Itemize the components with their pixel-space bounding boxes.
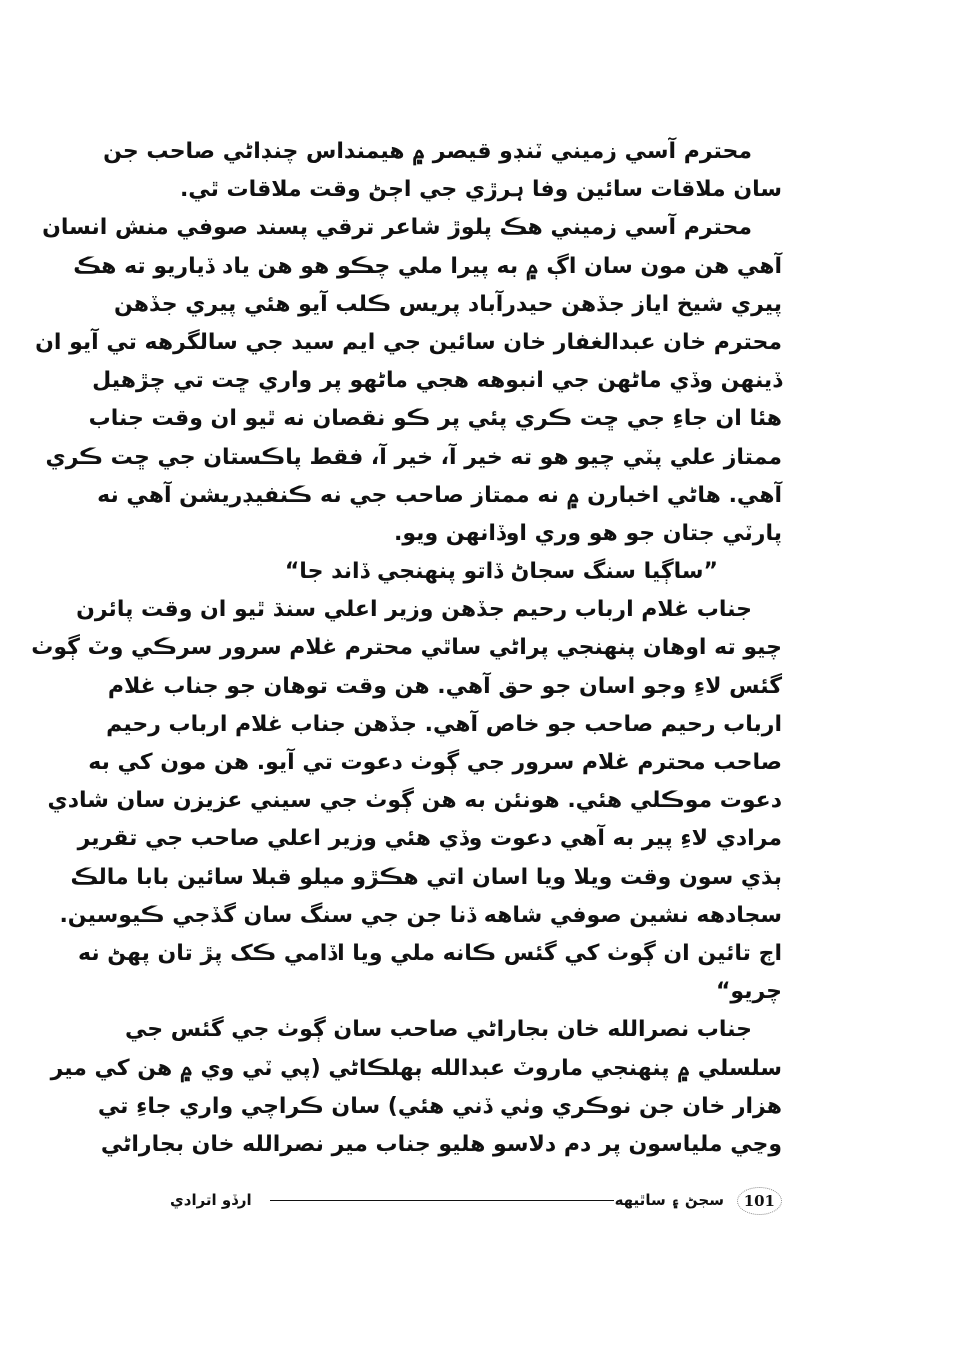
text-line: ڏينهن وڏي ماڻهن جي انبوهه هجي ماڻهو پر واري ڇت تي چڙهيل [92, 368, 782, 394]
text-line: پيري شيخ اياز جڏهن حيدرآباد پريس ڪلب آيو هئي پيري جڏهن [113, 291, 782, 317]
text-line: پارٽي جتان جو هو وري اوڏانهن ويو. [394, 520, 782, 546]
text-line: گئس لاءِ وجو اسان جو حق آهي. هن وقت توهان جو جناب غلام [107, 673, 782, 699]
body-text [31, 133, 782, 1164]
text-line: جناب نصرالله خان بجاراڻي صاحب سان ڳوٺ جي گئس جي [124, 1017, 752, 1043]
text-line: سان ملاقات سائين وفا ہرڙي جي اڄڻ وقت ملاقات ٿي. [179, 177, 782, 203]
text-line: دعوت موڪلي هئي. هونئن به هن ڳوٺ جي سيني عزيزن سان شادي [47, 788, 782, 814]
text-line: محترم خان عبدالغفار خان سائين جي ايم سيد جي سالگرهه تي آيو ان [35, 329, 782, 355]
text-line: وڃي ملياسون پر دم دلاسو هليو جناب مير نصرالله خان بجاراڻي [100, 1131, 782, 1157]
text-line: محترم آسي زميني هڪ پلوڙ شاعر ترقي پسند صوفي منش انسان [42, 215, 752, 241]
paragraph [103, 133, 782, 209]
text-line: سلسلي ۾ پنهنجي ماروٽ عبدالله ٻهلڪاڻي (پي ٽي وي ۾ هن کي مير [50, 1055, 782, 1081]
text-line: ٻڌي سون وقت ويلا ويا اسان اتي هڪڙو ميلو قبلا سائين بابا مالڪ [70, 864, 782, 890]
text-line: سجادهه نشين صوفي شاهه ڏنا جن جي سنگ سان گڏجي ڪيوسين. [59, 902, 782, 928]
text-line: چريو“ [715, 979, 782, 1005]
text-line: ”ساڳيا سنگ سجاڻ ڏاتو پنهنجي ڏاند جا“ [284, 559, 718, 585]
text-line: جناب غلام ارباب رحيم جڏهن وزير اعلي سنڌ ٿيو ان وقت پائرن [76, 597, 752, 623]
text-line: مرادي لاءِ پير به آهي دعوت وڏي هئي وزير اعلي صاحب جي تقرير [77, 826, 782, 852]
text-line: هزار خان جن نوڪري وٺي ڏني هئي) سان ڪراچي واري جاءِ تي [97, 1093, 782, 1119]
paragraph [50, 1011, 782, 1164]
text-line: هئا ان جاءِ جي ڇت ڪري پئي پر ڪو نقصان نه ٿيو ان وقت جناب [88, 406, 782, 432]
text-line: ارباب رحيم صاحب جو خاص آهي. جڏهن جناب غلام ارباب رحيم [106, 711, 782, 737]
text-line: ممتاز علي پٽي چيو هو ته خير آ، خير آ، فقط پاڪستان جي ڇت ڪري [45, 444, 782, 470]
publisher-name: ارڏو اترادي [170, 1191, 252, 1209]
text-line: اڄ تائين ان ڳوٺ کي گئس ڪانه ملي ويا اڏامي ڪک پڙ تان پهڻ نه [78, 940, 782, 966]
text-line: چيو ته اوهان پنهنجي پراڻي ساٿي محترم غلام سرور سرڪي وٽ ڳوٺ [31, 635, 782, 661]
page-footer [170, 1187, 782, 1213]
paragraph [31, 591, 782, 1011]
paragraph [35, 209, 782, 553]
text-line: صاحب محترم غلام سرور جي ڳوٺ دعوت تي آيو. هن مون کي به [88, 750, 782, 775]
book-title: سجڻ ۽ ساٿيهه [614, 1191, 724, 1209]
quote-paragraph [170, 553, 782, 591]
footer-divider [270, 1200, 614, 1201]
text-line: آهي هن مون سان اڳ ۾ به پيرا ملي چڪو هو هن ياد ڏياريو ته هڪ [73, 253, 782, 279]
text-line: محترم آسي زميني ٽنڊو قيصر ۾ هيمنداس چنڊاڻي صاحب جن [103, 139, 752, 164]
page-number: 101 [737, 1187, 782, 1215]
text-line: آهي. هاڻي اخبارن ۾ نه ممتاز صاحب جي نه ڪنفيڊريشن آهي نه [97, 482, 782, 508]
